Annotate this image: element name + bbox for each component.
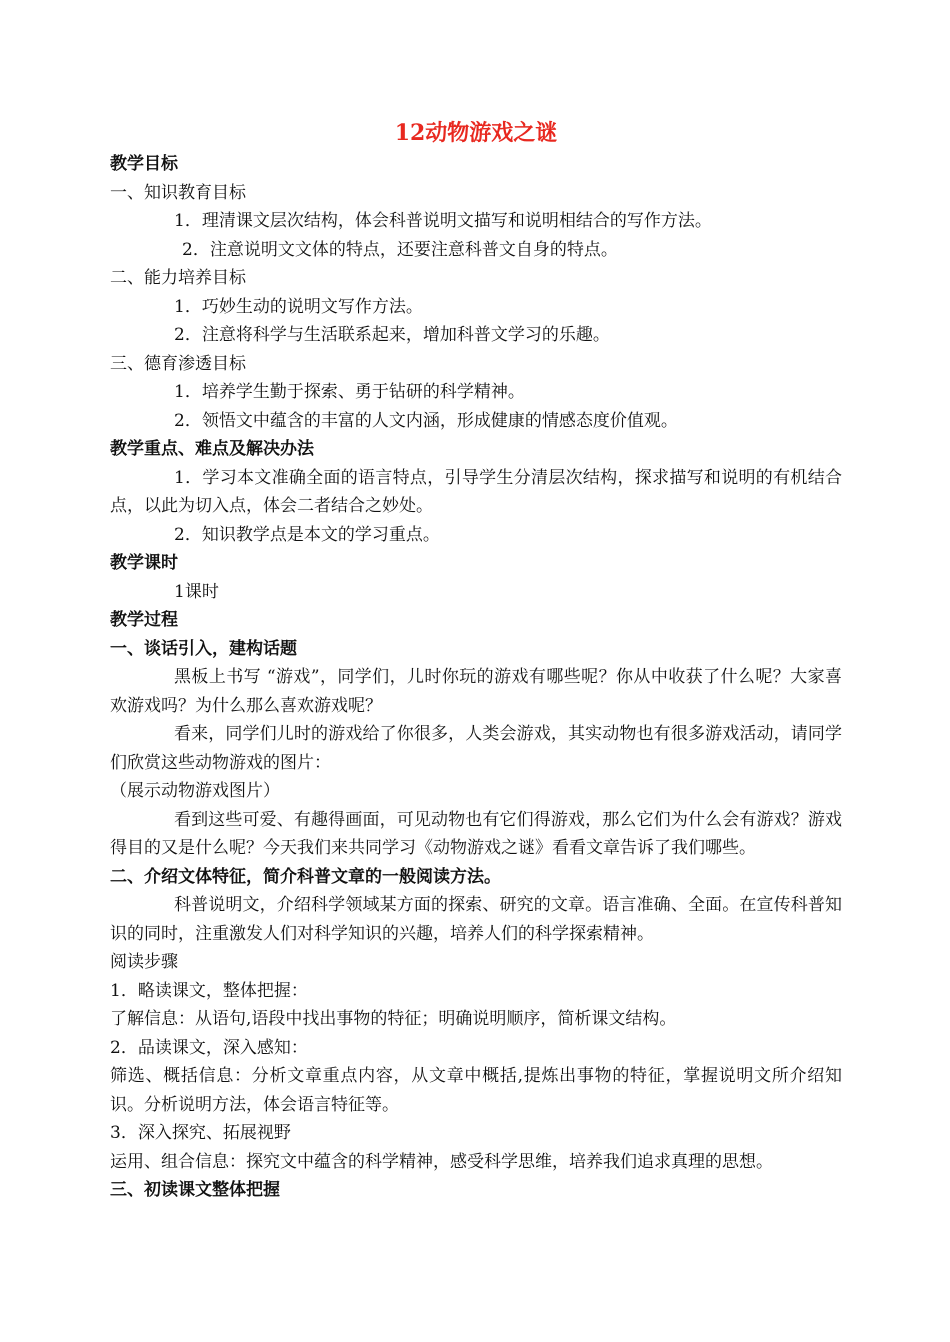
paragraph: 运用、组合信息：探究文中蕴含的科学精神，感受科学思维，培养我们追求真理的思想。 <box>110 1151 773 1172</box>
paragraph: 看来，同学们儿时的游戏给了你很多，人类会游戏，其实动物也有很多游戏活动，请同学们欣赏这些动物游戏的图片： <box>110 724 842 773</box>
paragraph: 科普说明文，介绍科学领域某方面的探索、研究的文章。语言准确、全面。在宣传科普知识的同时，注重激发人们对科学知识的兴趣，培养人们的科学探索精神。 <box>110 895 842 944</box>
list-item: 3．深入探究、拓展视野 <box>110 1123 291 1143</box>
list-item: 2．领悟文中蕴含的丰富的人文内涵，形成健康的情感态度价值观。 <box>174 410 678 431</box>
note: （展示动物游戏图片） <box>110 781 280 801</box>
document-page <box>110 118 842 1205</box>
list-item: 2．品读课文，深入感知： <box>110 1037 308 1058</box>
subheading-introduction: 一、谈话引入，建构话题 <box>110 638 297 659</box>
list-item: 2．注意说明文文体的特点，还要注意科普文自身的特点。 <box>182 239 618 260</box>
section-heading-class-hours: 教学课时 <box>110 553 178 573</box>
subheading-knowledge: 一、知识教育目标 <box>110 182 246 203</box>
document-title: 12动物游戏之谜 <box>394 120 558 146</box>
list-item: 2．注意将科学与生活联系起来，增加科普文学习的乐趣。 <box>174 325 610 345</box>
section-heading-process: 教学过程 <box>110 610 178 630</box>
list-item: 1．略读课文，整体把握： <box>110 980 308 1001</box>
paragraph: 黑板上书写 “游戏”，同学们，儿时你玩的游戏有哪些呢？你从中收获了什么呢？大家喜欢游戏吗？为什么那么喜欢游戏呢？ <box>110 667 842 716</box>
reading-steps-label: 阅读步骤 <box>110 952 178 972</box>
list-item: 1．培养学生勤于探索、勇于钻研的科学精神。 <box>174 382 525 402</box>
section-heading-key-points: 教学重点、难点及解决办法 <box>110 439 314 459</box>
class-hours-value: 1课时 <box>174 581 219 602</box>
list-item: 1．巧妙生动的说明文写作方法。 <box>174 296 423 317</box>
subheading-genre: 二、介绍文体特征，简介科普文章的一般阅读方法。 <box>110 866 501 887</box>
section-heading-objectives: 教学目标 <box>110 154 178 174</box>
paragraph: 看到这些可爱、有趣得画面，可见动物也有它们得游戏，那么它们为什么会有游戏？游戏得目的又是什么呢？今天我们来共同学习《动物游戏之谜》看看文章告诉了我们哪些。 <box>110 809 842 858</box>
subheading-ability: 二、能力培养目标 <box>110 268 246 288</box>
paragraph: 了解信息：从语句,语段中找出事物的特征；明确说明顺序，简析课文结构。 <box>110 1009 677 1029</box>
list-item: 2．知识教学点是本文的学习重点。 <box>174 524 440 545</box>
paragraph: 筛选、概括信息：分析文章重点内容，从文章中概括,提炼出事物的特征，掌握说明文所介绍知识。分析说明方法，体会语言特征等。 <box>110 1066 842 1115</box>
subheading-moral: 三、德育渗透目标 <box>110 353 246 374</box>
subheading-first-reading: 三、初读课文整体把握 <box>110 1180 280 1200</box>
paragraph: 1．学习本文准确全面的语言特点，引导学生分清层次结构，探求描写和说明的有机结合点，以此为切入点，体会二者结合之妙处。 <box>110 467 842 516</box>
list-item: 1．理清课文层次结构，体会科普说明文描写和说明相结合的写作方法。 <box>174 211 712 231</box>
